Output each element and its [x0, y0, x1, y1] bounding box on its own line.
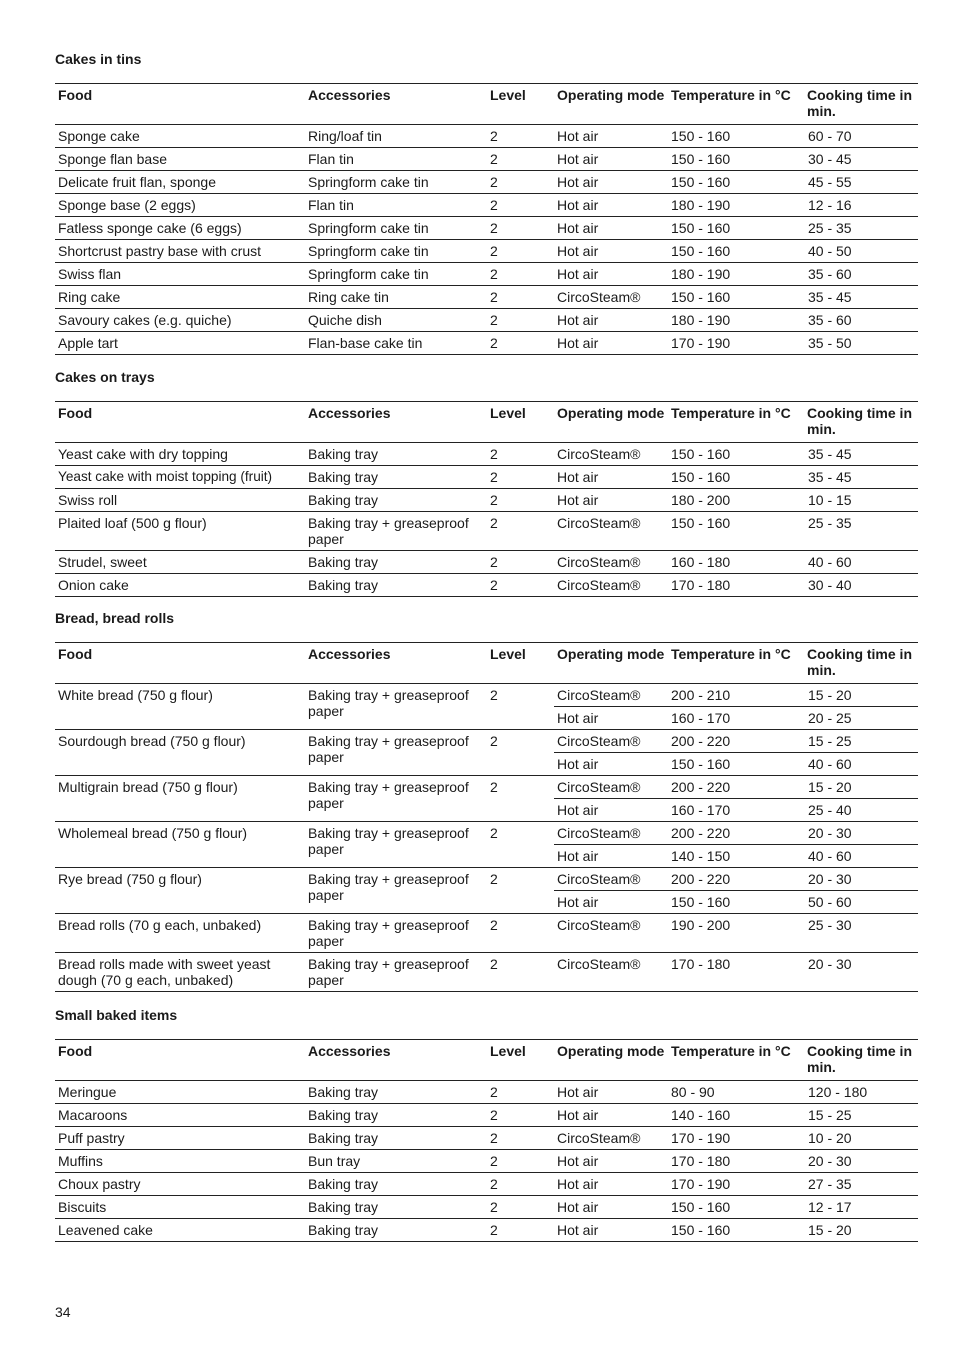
table-row: [55, 194, 918, 217]
table-row: [55, 286, 918, 309]
level-cell: 2: [487, 1173, 554, 1196]
time-cell: 40 - 60: [805, 753, 918, 776]
table-row: [55, 914, 918, 953]
table-row: [55, 171, 918, 194]
mode-cell: CircoSteam®: [554, 551, 668, 574]
accessories-cell: Springform cake tin: [305, 171, 487, 194]
temp-cell: 180 - 200: [668, 489, 805, 512]
time-cell: 25 - 30: [805, 914, 918, 953]
accessories-cell: Baking tray: [305, 466, 487, 489]
temp-cell: 150 - 160: [668, 1196, 805, 1219]
table-row: [55, 1196, 918, 1219]
table-row: [55, 309, 918, 332]
time-cell: 10 - 20: [805, 1127, 918, 1150]
time-cell: 25 - 35: [805, 512, 918, 551]
col-header-temperature: Temperature in °C: [668, 84, 805, 125]
temp-cell: 150 - 160: [668, 240, 805, 263]
time-cell: 45 - 55: [805, 171, 918, 194]
mode-cell: Hot air: [554, 217, 668, 240]
temp-cell: 150 - 160: [668, 148, 805, 171]
mode-cell: Hot air: [554, 194, 668, 217]
temp-cell: 200 - 220: [668, 868, 805, 891]
time-cell: 40 - 60: [805, 551, 918, 574]
table-header-row: [55, 402, 918, 443]
time-cell: 25 - 40: [805, 799, 918, 822]
col-header-level: Level: [487, 402, 554, 443]
accessories-cell: Flan-base cake tin: [305, 332, 487, 355]
accessories-cell: Baking tray: [305, 1104, 487, 1127]
accessories-cell: Springform cake tin: [305, 263, 487, 286]
time-cell: 12 - 16: [805, 194, 918, 217]
food-cell: Puff pastry: [55, 1127, 305, 1150]
food-cell: Swiss roll: [55, 489, 305, 512]
mode-cell: Hot air: [554, 1104, 668, 1127]
col-header-food: Food: [55, 1040, 305, 1081]
section-title: Cakes on trays: [55, 369, 155, 385]
mode-cell: Hot air: [554, 240, 668, 263]
accessories-cell: Baking tray: [305, 1219, 487, 1242]
mode-cell: CircoSteam®: [554, 730, 668, 753]
food-cell: Muffins: [55, 1150, 305, 1173]
temp-cell: 160 - 180: [668, 551, 805, 574]
table-row: [55, 148, 918, 171]
food-cell: Savoury cakes (e.g. quiche): [55, 309, 305, 332]
food-cell: Delicate fruit flan, sponge: [55, 171, 305, 194]
accessories-cell: Baking tray + greaseproof paper: [305, 868, 487, 914]
accessories-cell: Baking tray: [305, 574, 487, 597]
table-row: [55, 1173, 918, 1196]
temp-cell: 200 - 220: [668, 822, 805, 845]
accessories-cell: Baking tray + greaseproof paper: [305, 914, 487, 953]
level-cell: 2: [487, 776, 554, 822]
col-header-operating-mode: Operating mode: [554, 643, 668, 684]
level-cell: 2: [487, 286, 554, 309]
time-cell: 10 - 15: [805, 489, 918, 512]
level-cell: 2: [487, 1081, 554, 1104]
table-row: [55, 512, 918, 551]
temp-cell: 170 - 180: [668, 1150, 805, 1173]
time-cell: 30 - 40: [805, 574, 918, 597]
temp-cell: 190 - 200: [668, 914, 805, 953]
table-row: [55, 776, 918, 799]
mode-cell: CircoSteam®: [554, 574, 668, 597]
food-cell: White bread (750 g flour): [55, 684, 305, 730]
temp-cell: 150 - 160: [668, 125, 805, 148]
table-header-row: [55, 643, 918, 684]
temp-cell: 150 - 160: [668, 217, 805, 240]
time-cell: 20 - 30: [805, 868, 918, 891]
time-cell: 30 - 45: [805, 148, 918, 171]
mode-cell: Hot air: [554, 125, 668, 148]
col-header-cooking-time: Cooking time in min.: [805, 84, 918, 125]
table-row: [55, 466, 918, 489]
col-header-cooking-time: Cooking time in min.: [805, 643, 918, 684]
food-cell: Plaited loaf (500 g flour): [55, 512, 305, 551]
food-cell: Ring cake: [55, 286, 305, 309]
temp-cell: 80 - 90: [668, 1081, 805, 1104]
level-cell: 2: [487, 684, 554, 730]
col-header-food: Food: [55, 84, 305, 125]
time-cell: 15 - 25: [805, 730, 918, 753]
section-cakes-in-tins: [55, 50, 918, 355]
food-cell: Apple tart: [55, 332, 305, 355]
time-cell: 35 - 45: [805, 286, 918, 309]
mode-cell: Hot air: [554, 148, 668, 171]
mode-cell: Hot air: [554, 799, 668, 822]
temp-cell: 150 - 160: [668, 443, 805, 466]
temp-cell: 150 - 160: [668, 1219, 805, 1242]
table-row: [55, 1081, 918, 1104]
table-row: [55, 240, 918, 263]
mode-cell: Hot air: [554, 1219, 668, 1242]
time-cell: 20 - 30: [805, 953, 918, 992]
food-cell: Strudel, sweet: [55, 551, 305, 574]
time-cell: 60 - 70: [805, 125, 918, 148]
table-row: [55, 684, 918, 707]
section-cakes-on-trays: [55, 368, 918, 597]
level-cell: 2: [487, 194, 554, 217]
level-cell: 2: [487, 466, 554, 489]
temp-cell: 170 - 190: [668, 1127, 805, 1150]
mode-cell: Hot air: [554, 1081, 668, 1104]
level-cell: 2: [487, 512, 554, 551]
accessories-cell: Baking tray + greaseproof paper: [305, 684, 487, 730]
mode-cell: Hot air: [554, 1150, 668, 1173]
col-header-accessories: Accessories: [305, 402, 487, 443]
accessories-cell: Baking tray + greaseproof paper: [305, 730, 487, 776]
level-cell: 2: [487, 1104, 554, 1127]
mode-cell: Hot air: [554, 707, 668, 730]
time-cell: 50 - 60: [805, 891, 918, 914]
col-header-temperature: Temperature in °C: [668, 402, 805, 443]
temp-cell: 180 - 190: [668, 309, 805, 332]
food-cell: Rye bread (750 g flour): [55, 868, 305, 914]
level-cell: 2: [487, 868, 554, 914]
temp-cell: 170 - 190: [668, 332, 805, 355]
temp-cell: 200 - 220: [668, 730, 805, 753]
col-header-cooking-time: Cooking time in min.: [805, 402, 918, 443]
section-title: Bread, bread rolls: [55, 610, 175, 626]
table-row: [55, 953, 918, 992]
temp-cell: 160 - 170: [668, 707, 805, 730]
time-cell: 15 - 20: [805, 684, 918, 707]
section-small-baked-items: [55, 1006, 918, 1242]
temp-cell: 150 - 160: [668, 512, 805, 551]
mode-cell: CircoSteam®: [554, 868, 668, 891]
accessories-cell: Baking tray: [305, 1081, 487, 1104]
table-row: [55, 1127, 918, 1150]
temp-cell: 140 - 160: [668, 1104, 805, 1127]
col-header-level: Level: [487, 1040, 554, 1081]
time-cell: 15 - 20: [805, 1219, 918, 1242]
food-cell: Bread rolls (70 g each, unbaked): [55, 914, 305, 953]
temp-cell: 150 - 160: [668, 753, 805, 776]
temp-cell: 140 - 150: [668, 845, 805, 868]
section-title: Small baked items: [55, 1007, 178, 1023]
temp-cell: 180 - 190: [668, 263, 805, 286]
col-header-accessories: Accessories: [305, 643, 487, 684]
level-cell: 2: [487, 1127, 554, 1150]
food-cell: Sponge cake: [55, 125, 305, 148]
time-cell: 40 - 60: [805, 845, 918, 868]
table-row: [55, 217, 918, 240]
accessories-cell: Baking tray: [305, 489, 487, 512]
accessories-cell: Flan tin: [305, 148, 487, 171]
table-header-row: [55, 84, 918, 125]
food-cell: Fatless sponge cake (6 eggs): [55, 217, 305, 240]
accessories-cell: Bun tray: [305, 1150, 487, 1173]
food-cell: Onion cake: [55, 574, 305, 597]
level-cell: 2: [487, 1196, 554, 1219]
time-cell: 25 - 35: [805, 217, 918, 240]
time-cell: 12 - 17: [805, 1196, 918, 1219]
temp-cell: 160 - 170: [668, 799, 805, 822]
mode-cell: CircoSteam®: [554, 914, 668, 953]
accessories-cell: Baking tray: [305, 443, 487, 466]
mode-cell: Hot air: [554, 263, 668, 286]
time-cell: 15 - 20: [805, 776, 918, 799]
cakes-on-trays-table: [55, 401, 918, 597]
food-cell: Bread rolls made with sweet yeast dough (70 g each, unbaked): [55, 953, 305, 992]
table-row: [55, 332, 918, 355]
mode-cell: CircoSteam®: [554, 684, 668, 707]
food-cell: Choux pastry: [55, 1173, 305, 1196]
table-row: [55, 1219, 918, 1242]
level-cell: 2: [487, 822, 554, 868]
level-cell: 2: [487, 953, 554, 992]
food-cell: Biscuits: [55, 1196, 305, 1219]
time-cell: 120 - 180: [805, 1081, 918, 1104]
table-row: [55, 1104, 918, 1127]
col-header-accessories: Accessories: [305, 1040, 487, 1081]
time-cell: 35 - 45: [805, 443, 918, 466]
col-header-operating-mode: Operating mode: [554, 402, 668, 443]
mode-cell: CircoSteam®: [554, 512, 668, 551]
col-header-accessories: Accessories: [305, 84, 487, 125]
mode-cell: CircoSteam®: [554, 822, 668, 845]
mode-cell: CircoSteam®: [554, 443, 668, 466]
time-cell: 35 - 60: [805, 309, 918, 332]
accessories-cell: Baking tray: [305, 551, 487, 574]
table-row: [55, 868, 918, 891]
time-cell: 20 - 30: [805, 822, 918, 845]
table-row: [55, 1150, 918, 1173]
mode-cell: Hot air: [554, 891, 668, 914]
page-number: 34: [55, 1304, 71, 1320]
temp-cell: 170 - 180: [668, 953, 805, 992]
level-cell: 2: [487, 263, 554, 286]
col-header-food: Food: [55, 402, 305, 443]
accessories-cell: Springform cake tin: [305, 240, 487, 263]
col-header-temperature: Temperature in °C: [668, 1040, 805, 1081]
level-cell: 2: [487, 730, 554, 776]
temp-cell: 180 - 190: [668, 194, 805, 217]
level-cell: 2: [487, 125, 554, 148]
table-row: [55, 551, 918, 574]
table-row: [55, 443, 918, 466]
section-bread-rolls: [55, 609, 918, 992]
temp-cell: 150 - 160: [668, 466, 805, 489]
mode-cell: CircoSteam®: [554, 286, 668, 309]
food-cell: Wholemeal bread (750 g flour): [55, 822, 305, 868]
col-header-food: Food: [55, 643, 305, 684]
accessories-cell: Ring/loaf tin: [305, 125, 487, 148]
accessories-cell: Baking tray + greaseproof paper: [305, 512, 487, 551]
level-cell: 2: [487, 1219, 554, 1242]
food-cell: Sponge flan base: [55, 148, 305, 171]
food-cell: Sponge base (2 eggs): [55, 194, 305, 217]
mode-cell: Hot air: [554, 753, 668, 776]
time-cell: 20 - 25: [805, 707, 918, 730]
mode-cell: CircoSteam®: [554, 953, 668, 992]
accessories-cell: Baking tray: [305, 1173, 487, 1196]
small-baked-items-table: [55, 1039, 918, 1242]
mode-cell: Hot air: [554, 1196, 668, 1219]
level-cell: 2: [487, 914, 554, 953]
level-cell: 2: [487, 309, 554, 332]
level-cell: 2: [487, 551, 554, 574]
food-cell: Swiss flan: [55, 263, 305, 286]
accessories-cell: Baking tray: [305, 1196, 487, 1219]
accessories-cell: Baking tray + greaseproof paper: [305, 776, 487, 822]
level-cell: 2: [487, 332, 554, 355]
food-cell: Leavened cake: [55, 1219, 305, 1242]
table-row: [55, 263, 918, 286]
section-title: Cakes in tins: [55, 51, 142, 67]
bread-rolls-table: [55, 642, 918, 992]
accessories-cell: Baking tray + greaseproof paper: [305, 822, 487, 868]
food-cell: Yeast cake with dry topping: [55, 443, 305, 466]
mode-cell: CircoSteam®: [554, 1127, 668, 1150]
mode-cell: Hot air: [554, 466, 668, 489]
food-cell: Macaroons: [55, 1104, 305, 1127]
temp-cell: 200 - 210: [668, 684, 805, 707]
table-row: [55, 730, 918, 753]
time-cell: 35 - 50: [805, 332, 918, 355]
accessories-cell: Quiche dish: [305, 309, 487, 332]
mode-cell: Hot air: [554, 309, 668, 332]
food-cell: Sourdough bread (750 g flour): [55, 730, 305, 776]
temp-cell: 170 - 180: [668, 574, 805, 597]
time-cell: 35 - 60: [805, 263, 918, 286]
level-cell: 2: [487, 148, 554, 171]
mode-cell: Hot air: [554, 171, 668, 194]
accessories-cell: Flan tin: [305, 194, 487, 217]
col-header-level: Level: [487, 84, 554, 125]
temp-cell: 150 - 160: [668, 171, 805, 194]
col-header-cooking-time: Cooking time in min.: [805, 1040, 918, 1081]
time-cell: 20 - 30: [805, 1150, 918, 1173]
level-cell: 2: [487, 171, 554, 194]
time-cell: 27 - 35: [805, 1173, 918, 1196]
mode-cell: Hot air: [554, 332, 668, 355]
food-cell: Meringue: [55, 1081, 305, 1104]
level-cell: 2: [487, 443, 554, 466]
temp-cell: 150 - 160: [668, 286, 805, 309]
cakes-in-tins-table: [55, 83, 918, 355]
food-cell: Multigrain bread (750 g flour): [55, 776, 305, 822]
mode-cell: Hot air: [554, 1173, 668, 1196]
accessories-cell: Ring cake tin: [305, 286, 487, 309]
accessories-cell: Baking tray + greaseproof paper: [305, 953, 487, 992]
temp-cell: 150 - 160: [668, 891, 805, 914]
food-cell: Shortcrust pastry base with crust: [55, 240, 305, 263]
food-cell: Yeast cake with moist topping (fruit): [55, 466, 305, 489]
mode-cell: CircoSteam®: [554, 776, 668, 799]
col-header-operating-mode: Operating mode: [554, 84, 668, 125]
level-cell: 2: [487, 574, 554, 597]
level-cell: 2: [487, 489, 554, 512]
level-cell: 2: [487, 240, 554, 263]
accessories-cell: Springform cake tin: [305, 217, 487, 240]
time-cell: 35 - 45: [805, 466, 918, 489]
table-row: [55, 822, 918, 845]
time-cell: 15 - 25: [805, 1104, 918, 1127]
col-header-operating-mode: Operating mode: [554, 1040, 668, 1081]
temp-cell: 170 - 190: [668, 1173, 805, 1196]
col-header-level: Level: [487, 643, 554, 684]
col-header-temperature: Temperature in °C: [668, 643, 805, 684]
accessories-cell: Baking tray: [305, 1127, 487, 1150]
time-cell: 40 - 50: [805, 240, 918, 263]
temp-cell: 200 - 220: [668, 776, 805, 799]
table-row: [55, 574, 918, 597]
level-cell: 2: [487, 1150, 554, 1173]
table-header-row: [55, 1040, 918, 1081]
table-row: [55, 125, 918, 148]
mode-cell: Hot air: [554, 489, 668, 512]
table-row: [55, 489, 918, 512]
level-cell: 2: [487, 217, 554, 240]
mode-cell: Hot air: [554, 845, 668, 868]
